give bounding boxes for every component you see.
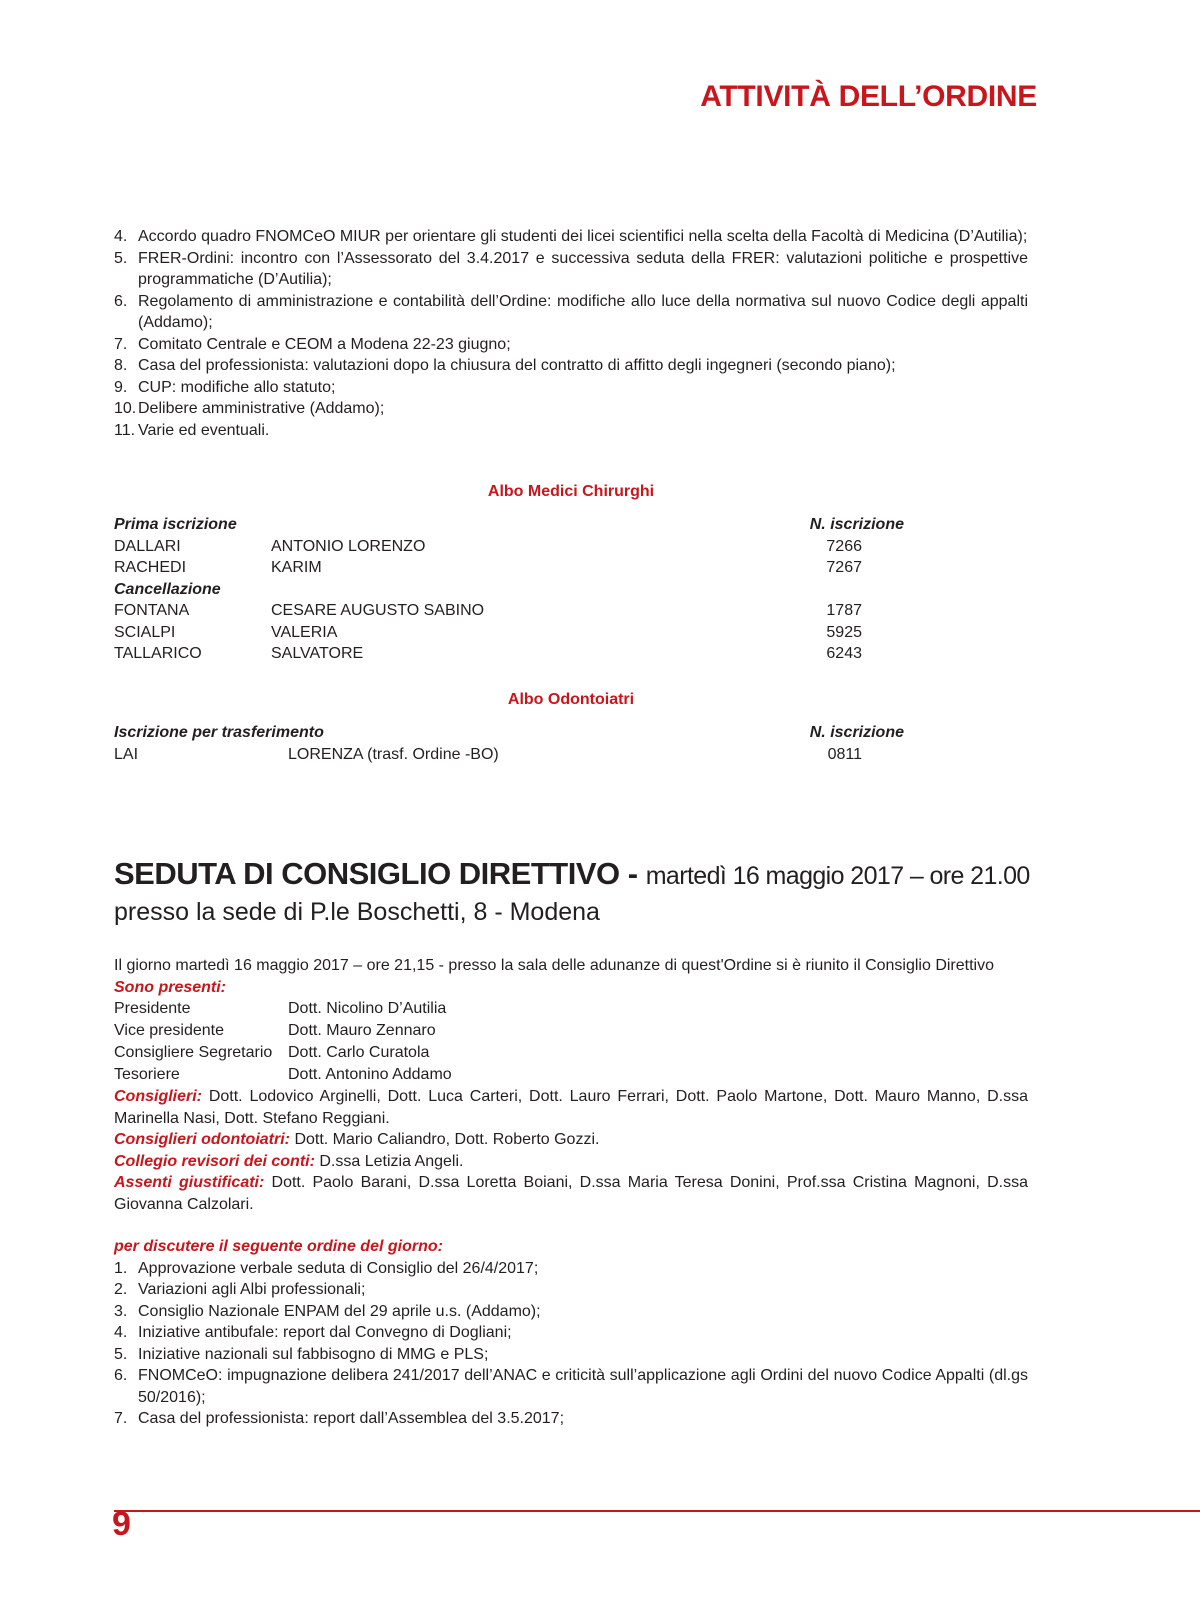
list-item: Vice presidente Dott. Mauro Zennaro (114, 1022, 436, 1039)
list-item: 4. Iniziative antibufale: report dal Convegno di Dogliani; (114, 1324, 512, 1341)
revisori-paragraph: Collegio revisori dei conti: D.ssa Letizia Angeli. (114, 1152, 464, 1170)
register-header: Prima iscrizione N. iscrizione (114, 516, 904, 533)
consiglieri-paragraph: Consiglieri: Dott. Lodovico Arginelli, Dott. Luca Carteri, Dott. Lauro Ferrari, Dott. Paolo Martone, Dott. Mauro Manno, D.ssa Marinella Nasi, Dott. Stefano Reggiani. (114, 1088, 1028, 1127)
list-item: 4. Accordo quadro FNOMCeO MIUR per orientare gli studenti dei licei scientifici nella scelta della Facoltà di Medicina (D’Autilia); (114, 228, 1028, 245)
seduta-title (114, 858, 1030, 889)
table-row: LAI LORENZA (trasf. Ordine -BO) 0811 (114, 745, 862, 763)
page-number: 9 (112, 1505, 131, 1543)
seduta-intro: Il giorno martedì 16 maggio 2017 – ore 21,15 - presso la sala delle adunanze di quest'Ordine si è riunito il Consiglio Direttivo (114, 957, 994, 974)
list-item: 1. Approvazione verbale seduta di Consiglio del 26/4/2017; (114, 1259, 539, 1277)
list-item: 5. Iniziative nazionali sul fabbisogno di MMG e PLS; (114, 1345, 489, 1363)
footer-divider (114, 1510, 1200, 1512)
list-item: 3. Consiglio Nazionale ENPAM del 29 aprile u.s. (Addamo); (114, 1302, 541, 1320)
list-item: 5. FRER-Ordini: incontro con l’Assessorato del 3.4.2017 e successiva seduta della FRER: valutazioni politiche e prospettive programmatiche (D’Autilia); (114, 249, 1028, 288)
list-item: Consigliere Segretario Dott. Carlo Curatola (114, 1044, 430, 1061)
list-item: 11. Varie ed eventuali. (114, 421, 270, 439)
table-row: FONTANA CESARE AUGUSTO SABINO 1787 (114, 602, 862, 619)
agenda-continued-list (114, 226, 1028, 441)
table-row: RACHEDI KARIM 7267 (114, 559, 862, 576)
seduta-date: martedì 16 maggio 2017 – ore 21.00 (645, 862, 1030, 890)
section-header-title: ATTIVITÀ DELL’ORDINE (700, 80, 1037, 113)
albo-medici-register (114, 514, 904, 665)
odg-list (114, 1258, 1028, 1430)
albo-medici-title: Albo Medici Chirurghi (487, 483, 655, 500)
list-item: 7. Casa del professionista: report dall’Assemblea del 3.5.2017; (114, 1410, 565, 1427)
seduta-heading: SEDUTA DI CONSIGLIO DIRETTIVO - (114, 856, 646, 891)
seduta-body (114, 955, 1028, 1430)
list-item: 6. FNOMCeO: impugnazione delibera 241/2017 dell’ANAC e criticità sull’applicazione agli Ordini del nuovo Codice Appalti (dl.gs 50/2016); (114, 1367, 1028, 1406)
presenti-list (114, 998, 1028, 1086)
list-item: Presidente Dott. Nicolino D’Autilia (114, 1000, 447, 1017)
table-row: SCIALPI VALERIA 5925 (114, 623, 862, 641)
list-item: Tesoriere Dott. Antonino Addamo (114, 1066, 452, 1083)
assenti-paragraph: Assenti giustificati: Dott. Paolo Barani, D.ssa Loretta Boiani, D.ssa Maria Teresa Donini, Prof.ssa Cristina Magnoni, D.ssa Giovanna Calzolari. (114, 1174, 1029, 1213)
register-subheader: Cancellazione (114, 580, 221, 598)
table-row: DALLARI ANTONIO LORENZO 7266 (114, 537, 862, 555)
register-header: Iscrizione per trasferimento N. iscrizione (114, 724, 904, 741)
seduta-subtitle: presso la sede di P.le Boschetti, 8 - Modena (114, 898, 600, 926)
list-item: 9. CUP: modifiche allo statuto; (114, 378, 336, 396)
list-item: 8. Casa del professionista: valutazioni dopo la chiusura del contratto di affitto degli ingegneri (secondo piano); (114, 357, 896, 374)
albo-odonto-register (114, 722, 904, 765)
list-item: 10. Delibere amministrative (Addamo); (114, 400, 385, 417)
presenti-label: Sono presenti: (114, 978, 227, 996)
table-row: TALLARICO SALVATORE 6243 (114, 645, 862, 662)
odg-label: per discutere il seguente ordine del giorno: (114, 1238, 443, 1255)
albo-odonto-title: Albo Odontoiatri (507, 691, 635, 708)
list-item: 7. Comitato Centrale e CEOM a Modena 22-23 giugno; (114, 335, 511, 353)
list-item: 6. Regolamento di amministrazione e contabilità dell’Ordine: modifiche allo luce della normativa sul nuovo Codice degli appalti (Addamo); (114, 292, 1028, 331)
list-item: 2. Variazioni agli Albi professionali; (114, 1281, 366, 1298)
consiglieri-odonto-paragraph: Consiglieri odontoiatri: Dott. Mario Caliandro, Dott. Roberto Gozzi. (114, 1131, 600, 1148)
